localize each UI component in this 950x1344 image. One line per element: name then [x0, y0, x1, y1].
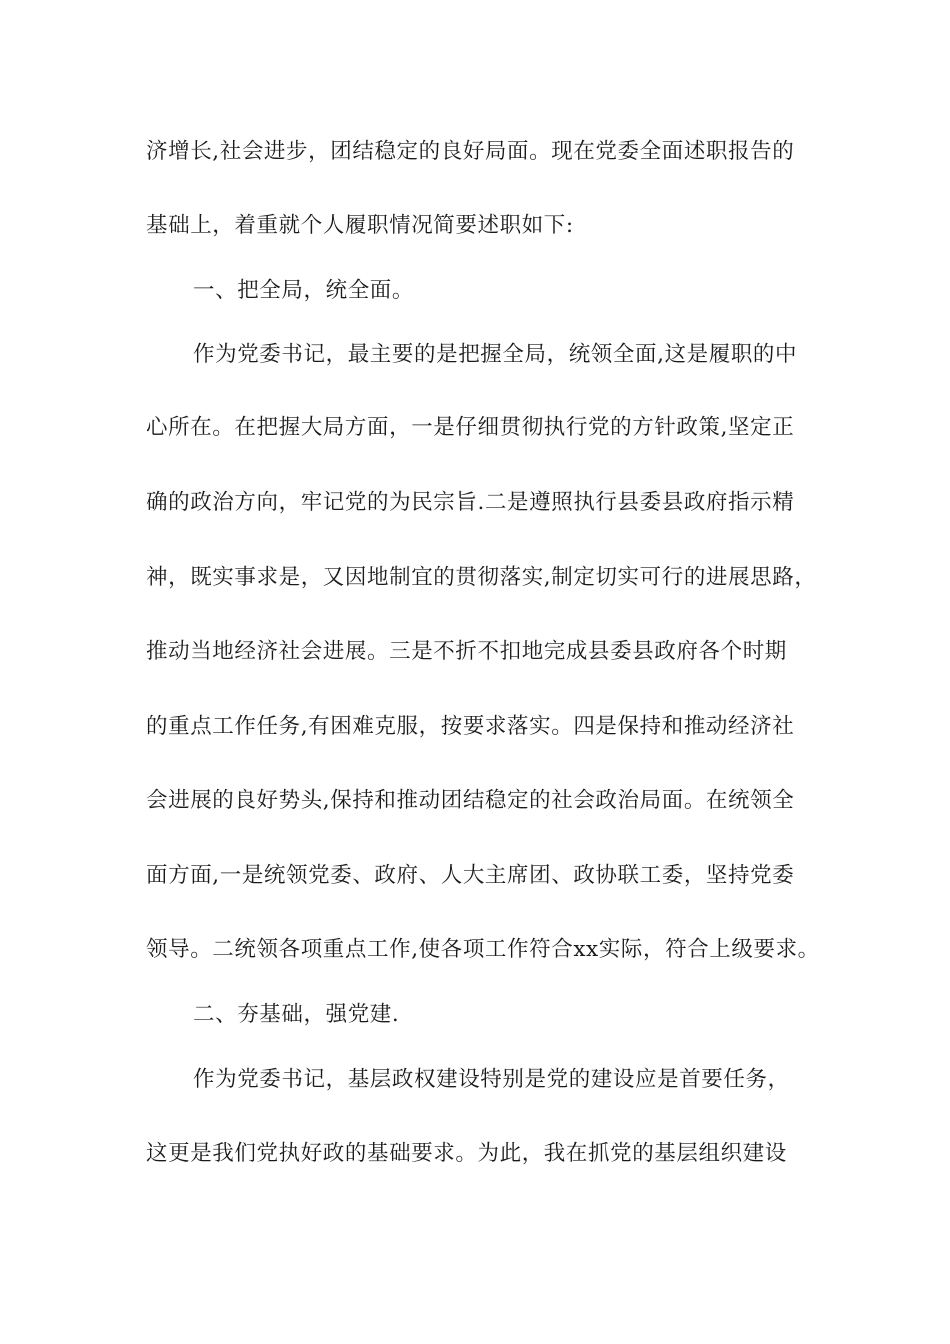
- body-text-line: 心所在。在把握大局方面，一是仔细贯彻执行党的方针政策,坚定正: [146, 415, 795, 440]
- body-text-line: 神，既实事求是，又因地制宜的贯彻落实,制定切实可行的进展思路，: [146, 565, 817, 590]
- body-text-line: 济增长,社会进步，团结稳定的良好局面。现在党委全面述职报告的: [146, 139, 795, 164]
- section-heading: 二、夯基础，强党建.: [193, 1002, 400, 1027]
- paragraph-first-line: 作为党委书记，最主要的是把握全局，统领全面,这是履职的中: [193, 342, 798, 367]
- body-text-line: 会进展的良好势头,保持和推动团结稳定的社会政治局面。在统领全: [146, 788, 795, 813]
- body-text-line: 基础上，着重就个人履职情况简要述职如下:: [146, 213, 574, 238]
- body-text-line: 推动当地经济社会进展。三是不折不扣地完成县委县政府各个时期: [146, 639, 787, 664]
- body-text-line: 确的政治方向，牢记党的为民宗旨.二是遵照执行县委县政府指示精: [146, 490, 795, 515]
- paragraph-first-line: 作为党委书记，基层政权建设特别是党的建设应是首要任务，: [193, 1067, 790, 1092]
- body-text-line: 的重点工作任务,有困难克服，按要求落实。四是保持和推动经济社: [146, 714, 795, 739]
- body-text-line: 面方面,一是统领党委、政府、人大主席团、政协联工委，坚持党委: [146, 863, 795, 888]
- body-text-line: 领导。二统领各项重点工作,使各项工作符合xx实际，符合上级要求。: [146, 937, 820, 962]
- section-heading: 一、把全局，统全面。: [193, 278, 415, 303]
- body-text-line: 这更是我们党执好政的基础要求。为此，我在抓党的基层组织建设: [146, 1141, 787, 1166]
